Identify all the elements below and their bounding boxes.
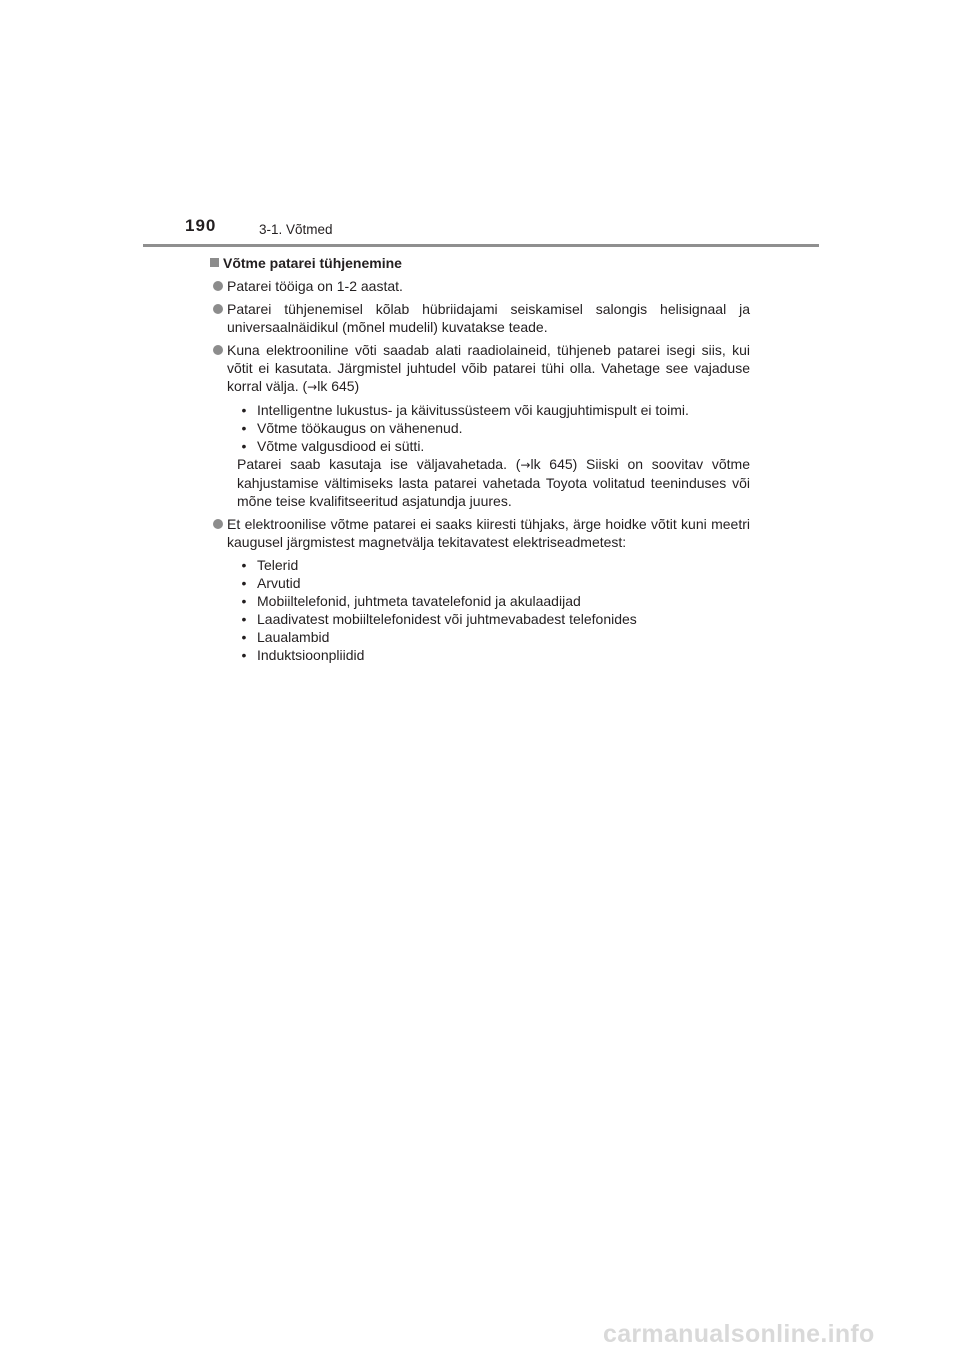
sub-list-item bbox=[237, 437, 750, 455]
sub-list-item bbox=[237, 401, 750, 419]
sub-item-text: Võtme valgusdiood ei sütti. bbox=[257, 438, 425, 454]
sub-list bbox=[237, 556, 750, 664]
bullet-text: Et elektroonilise võtme patarei ei saaks kiiresti tühjaks, ärge hoidke võtit kuni meetri kaugusel järgmistest magnetvälja tekitavatest elektriseadmetest: bbox=[227, 516, 750, 550]
bullet-text: Patarei tühjenemisel kõlab hübriidajami seiskamisel salongis helisignaal ja universaalnäidikul (mõnel mudelil) kuvatakse teade. bbox=[227, 301, 750, 335]
sub-list-item bbox=[237, 419, 750, 437]
page-content bbox=[210, 254, 750, 664]
bullet-dot-icon: • bbox=[241, 629, 247, 645]
sub-item-text: Võtme töökaugus on vähenenud. bbox=[257, 420, 463, 436]
sub-item-text: Arvutid bbox=[257, 575, 301, 591]
note-text-end: lk 645) Siiski on soovitav võtme kahjustamise vältimiseks lasta patarei vahetada Toyota volitatud teeninduses või mõne teise kvalifitseeritud asjatundja juures. bbox=[237, 456, 750, 509]
bullet-text bbox=[227, 341, 750, 396]
list-item bbox=[210, 300, 750, 336]
round-bullet-icon bbox=[213, 519, 223, 529]
arrow-right-icon: → bbox=[307, 380, 318, 394]
bullet-dot-icon: • bbox=[241, 557, 247, 573]
bullet-dot-icon: • bbox=[241, 611, 247, 627]
sub-list-item bbox=[237, 610, 750, 628]
list-item bbox=[210, 341, 750, 396]
sub-item-text: Intelligentne lukustus- ja käivitussüsteem või kaugjuhtimispult ei toimi. bbox=[257, 402, 689, 418]
list-item bbox=[210, 515, 750, 551]
bullet-dot-icon: • bbox=[241, 420, 247, 436]
bullet-dot-icon: • bbox=[241, 575, 247, 591]
heading-text: Võtme patarei tühjenemine bbox=[223, 255, 402, 271]
sub-list-item bbox=[237, 592, 750, 610]
sub-list bbox=[237, 401, 750, 455]
bullet-dot-icon: • bbox=[241, 593, 247, 609]
list-item bbox=[210, 277, 750, 295]
battery-note bbox=[237, 455, 750, 510]
sub-list-item bbox=[237, 646, 750, 664]
bullet-dot-icon: • bbox=[241, 438, 247, 454]
sub-item-text: Induktsioonpliidid bbox=[257, 647, 365, 663]
section-heading bbox=[210, 254, 750, 272]
bullet-text: Patarei tööiga on 1-2 aastat. bbox=[227, 278, 403, 294]
note-text-start: Patarei saab kasutaja ise väljavahetada. ( bbox=[237, 456, 521, 472]
round-bullet-icon bbox=[213, 281, 223, 291]
round-bullet-icon bbox=[213, 345, 223, 355]
round-bullet-icon bbox=[213, 304, 223, 314]
bullet-text-start: Kuna elektrooniline võti saadab alati raadiolaineid, tühjeneb patarei isegi siis, kui võtit ei kasutata. Järgmistel juhtudel võib patarei tühi olla. Vahetage see vajaduse korral välja. ( bbox=[227, 342, 750, 394]
sub-item-text: Laualambid bbox=[257, 629, 330, 645]
sub-item-text: Telerid bbox=[257, 557, 299, 573]
site-watermark: carmanualsonline.info bbox=[603, 1320, 875, 1348]
page-number: 190 bbox=[185, 216, 217, 235]
bullet-dot-icon: • bbox=[241, 647, 247, 663]
page-reference: lk 645) bbox=[317, 378, 360, 394]
section-title: 3-1. Võtmed bbox=[259, 222, 333, 237]
sub-item-text: Laadivatest mobiiltelefonidest või juhtmevabadest telefonides bbox=[257, 611, 637, 627]
sub-list-item bbox=[237, 556, 750, 574]
square-bullet-icon bbox=[210, 258, 219, 267]
sub-list-item bbox=[237, 628, 750, 646]
bullet-dot-icon: • bbox=[241, 402, 247, 418]
header-divider bbox=[143, 244, 819, 247]
arrow-right-icon: → bbox=[520, 458, 531, 472]
sub-item-text: Mobiiltelefonid, juhtmeta tavatelefonid ja akulaadijad bbox=[257, 593, 581, 609]
sub-list-item bbox=[237, 574, 750, 592]
